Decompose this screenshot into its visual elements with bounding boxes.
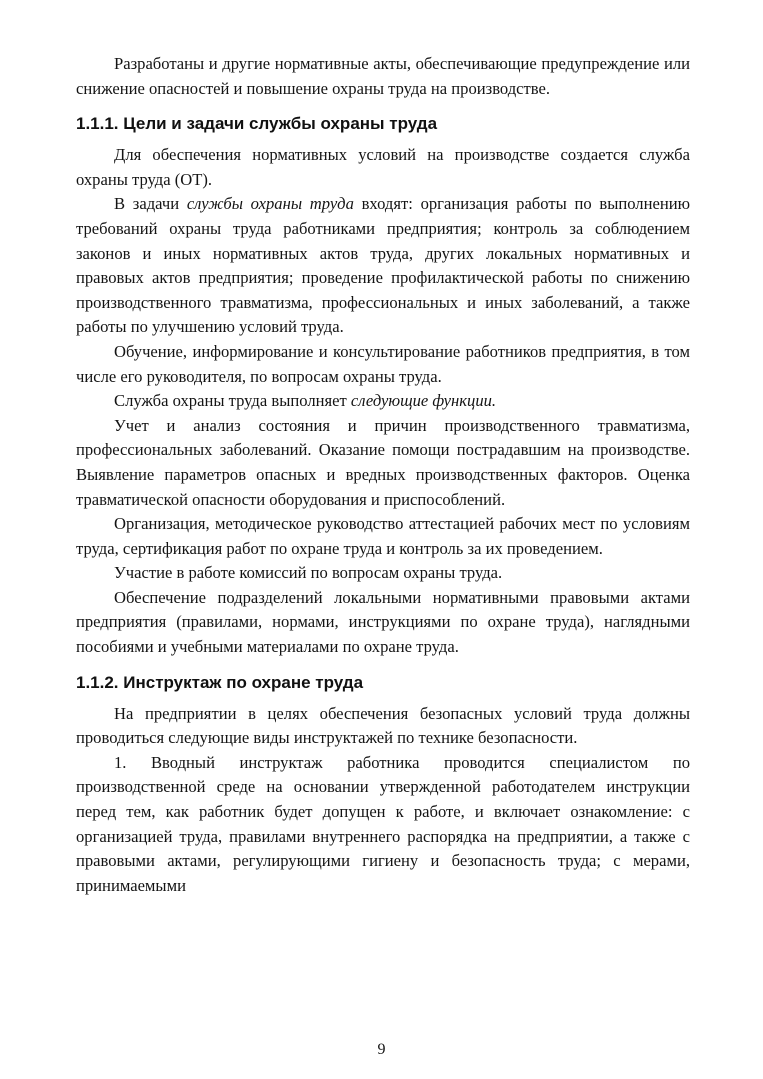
paragraph bbox=[76, 561, 690, 586]
section-heading: 1.1.1. Цели и задачи службы охраны труда bbox=[76, 114, 438, 134]
paragraph bbox=[76, 586, 690, 660]
italic-text-run: службы охраны труда bbox=[186, 194, 354, 214]
text-run: На предприятии в целях обеспечения безопасных условий труда должны проводиться следующие виды инструктажей по технике безопасности. bbox=[76, 703, 690, 748]
paragraph bbox=[76, 143, 690, 192]
text-run: Обеспечение подразделений локальными нормативными правовыми актами предприятия (правилами, нормами, инструкциями по охране труда), наглядными пособиями и учебными материалами по охране труда. bbox=[76, 587, 690, 657]
paragraph bbox=[76, 414, 690, 512]
text-run: В задачи bbox=[114, 194, 187, 214]
text-run: Для обеспечения нормативных условий на производстве создается служба охраны труда (ОТ). bbox=[76, 145, 690, 189]
paragraph bbox=[76, 52, 690, 101]
italic-text-run: следующие функции. bbox=[350, 391, 497, 411]
text-run: Разработаны и другие нормативные акты, обеспечивающие предупреждение или снижение опасностей и повышение охраны труда на производстве. bbox=[76, 54, 690, 98]
paragraph bbox=[76, 751, 690, 899]
paragraph bbox=[76, 512, 690, 561]
text-run: Учет и анализ состояния и причин производственного травматизма, профессиональных заболеваний. Оказание помощи пострадавшим на производстве. Выявление параметров опасных и вредных производственных факторов. Оценка травматической опасности оборудования и приспособлений. bbox=[76, 415, 690, 509]
document-content bbox=[76, 52, 690, 898]
section-heading: 1.1.2. Инструктаж по охране труда bbox=[76, 672, 364, 692]
text-run: Участие в работе комиссий по вопросам охраны труда. bbox=[114, 563, 503, 583]
page-number: 9 bbox=[377, 1041, 386, 1058]
text-run: Служба охраны труда выполняет bbox=[114, 391, 351, 411]
paragraph bbox=[76, 702, 690, 751]
paragraph bbox=[76, 192, 690, 340]
text-run: Организация, методическое руководство аттестацией рабочих мест по условиям труда, сертификация работ по охране труда и контроль за их проведением. bbox=[76, 514, 690, 558]
paragraph bbox=[76, 340, 690, 389]
paragraph bbox=[76, 389, 690, 414]
text-run: Обучение, информирование и консультирование работников предприятия, в том числе его руководителя, по вопросам охраны труда. bbox=[76, 341, 690, 386]
text-run: 1. Вводный инструктаж работника проводится специалистом по производственной среде на основании утвержденной работодателем инструкции перед тем, как работник будет допущен к работе, и включает ознакомление: с организацией труда, правилами внутреннего распорядка на предприятии, а также с правовыми актами, регулирующими гигиену и безопасность труда; с мерами, принимаемыми bbox=[76, 752, 690, 895]
text-run: входят: организация работы по выполнению требований охраны труда работниками предприятия; контроль за соблюдением законов и иных нормативных актов труда, других локальных нормативных и правовых актов предприятия; проведение профилактической работы по снижению производственного травматизма, профессиональных и иных заболеваний, а также работы по улучшению условий труда. bbox=[76, 194, 690, 337]
